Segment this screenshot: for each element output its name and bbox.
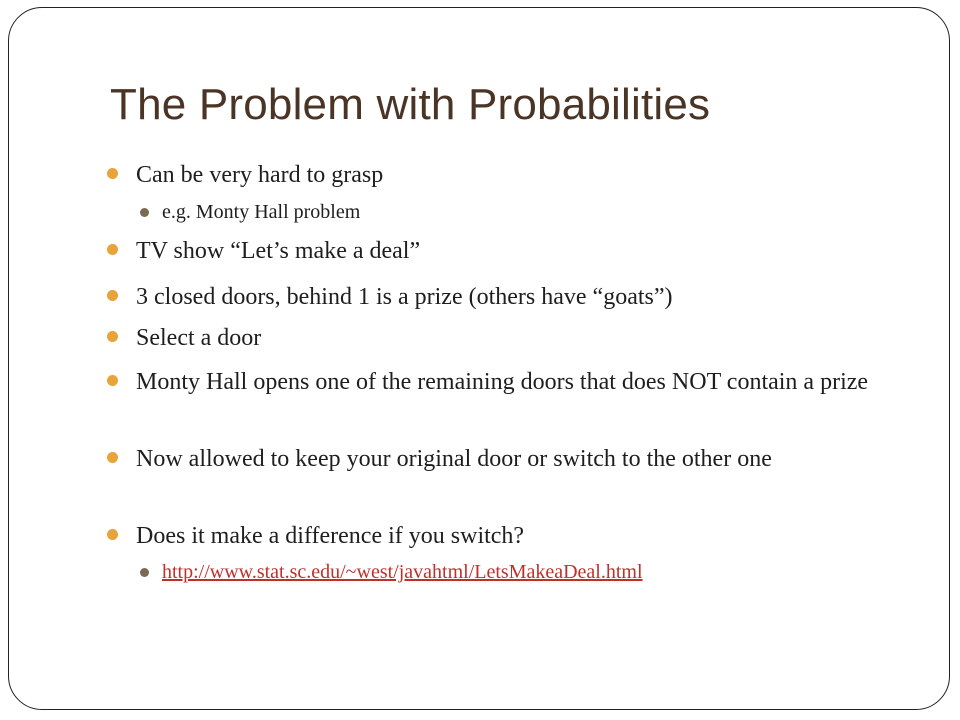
bullet-text: Can be very hard to grasp bbox=[136, 162, 384, 188]
sub-bullet-item-monty-hall bbox=[162, 198, 360, 226]
bullet-dot-icon bbox=[107, 168, 118, 179]
sub-bullet-dot-icon bbox=[140, 208, 149, 217]
bullet-dot-icon bbox=[107, 375, 118, 386]
bullet-dot-icon bbox=[107, 290, 118, 301]
sub-bullet-item-link bbox=[162, 558, 643, 586]
bullet-item-monty-opens bbox=[136, 366, 876, 398]
bullet-text: Select a door bbox=[136, 325, 262, 351]
bullet-dot-icon bbox=[107, 244, 118, 255]
bullet-item-tv-show bbox=[136, 235, 876, 267]
sub-bullet-text: e.g. Monty Hall problem bbox=[162, 201, 361, 223]
bullet-item-hard-to-grasp bbox=[136, 159, 876, 191]
bullet-text: 3 closed doors, behind 1 is a prize (others have “goats”) bbox=[136, 284, 673, 310]
bullet-item-closed-doors bbox=[136, 281, 876, 313]
slide-title: The Problem with Probabilities bbox=[110, 80, 711, 129]
bullet-text: Now allowed to keep your original door or switch to the other one bbox=[136, 446, 772, 472]
bullet-text: Does it make a difference if you switch? bbox=[136, 523, 525, 549]
sub-bullet-dot-icon bbox=[140, 568, 149, 577]
bullet-item-keep-or-switch bbox=[136, 443, 876, 475]
bullet-dot-icon bbox=[107, 529, 118, 540]
lets-make-a-deal-link[interactable]: http://www.stat.sc.edu/~west/javahtml/LetsMakeaDeal.html bbox=[162, 561, 643, 583]
bullet-item-difference bbox=[136, 520, 876, 552]
bullet-dot-icon bbox=[107, 452, 118, 463]
bullet-text: TV show “Let’s make a deal” bbox=[136, 238, 421, 264]
bullet-dot-icon bbox=[107, 331, 118, 342]
bullet-text: Monty Hall opens one of the remaining doors that does NOT contain a prize bbox=[136, 369, 869, 395]
bullet-item-select-door bbox=[136, 322, 876, 354]
